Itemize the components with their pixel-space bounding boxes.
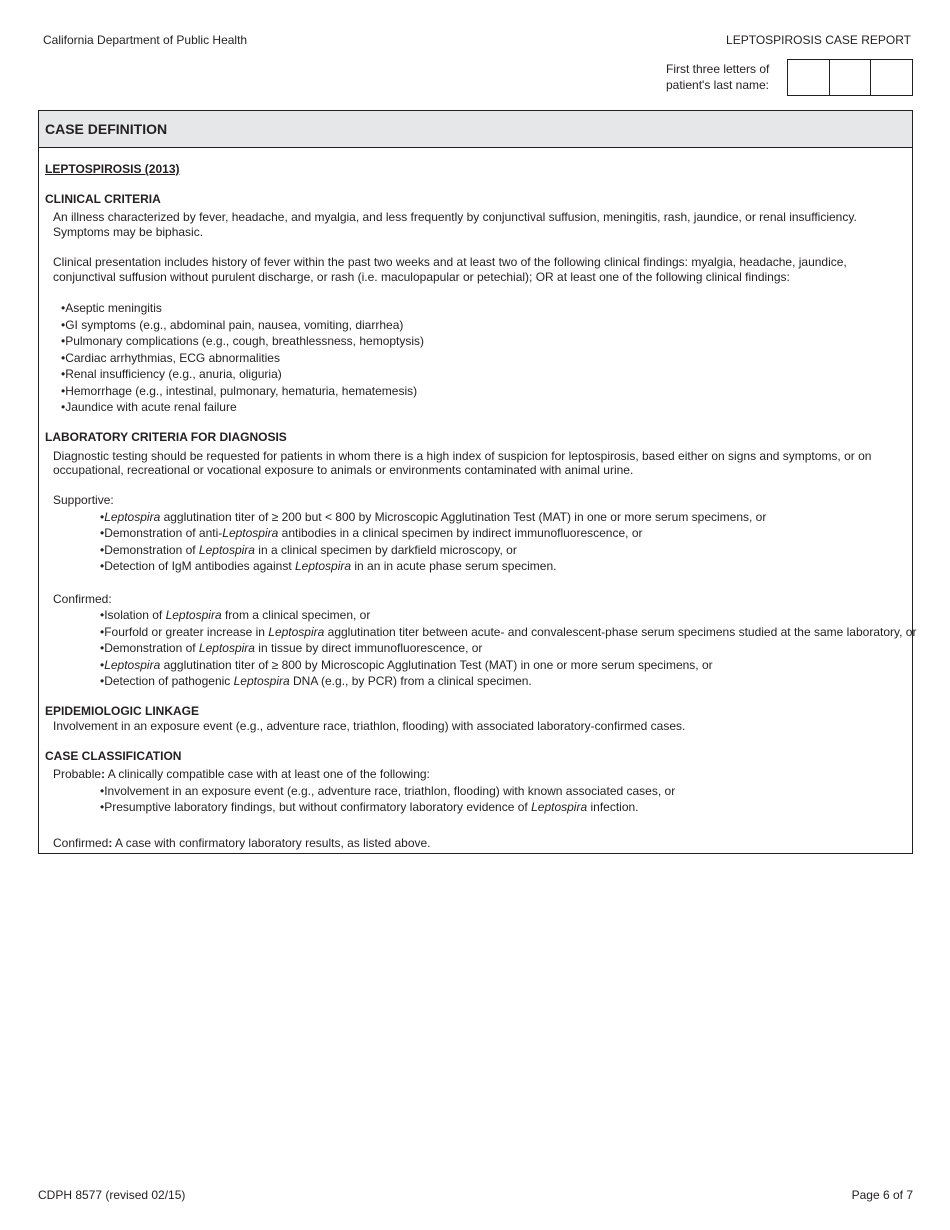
last-name-label — [666, 62, 786, 93]
case-definition-panel — [38, 110, 917, 854]
confirmed-item: •Leptospira agglutination titer of ≥ 800 by Microscopic Agglutination Test (MAT) in one or more serum specimens, or — [100, 658, 713, 672]
probable-line — [53, 766, 430, 783]
clinical-para2-line1: Clinical presentation includes history of fever within the past two weeks and at least two of the following clinical findings: myalgia, headache, jaundice, — [53, 255, 847, 269]
probable-item: •Involvement in an exposure event (e.g., adventure race, triathlon, flooding) with known associated cases, or — [100, 784, 676, 798]
confirmed-item: •Isolation of Leptospira from a clinical specimen, or — [100, 608, 371, 622]
confirmed-line — [53, 835, 431, 852]
page-number: Page 6 of 7 — [851, 1188, 913, 1202]
epi-linkage-text: Involvement in an exposure event (e.g., adventure race, triathlon, flooding) with associated laboratory-confirmed cases. — [53, 719, 686, 733]
clinical-finding: •Pulmonary complications (e.g., cough, breathlessness, hemoptysis) — [61, 334, 425, 348]
confirmed-class-text: A case with confirmatory laboratory results, as listed above. — [112, 836, 431, 850]
supportive-label: Supportive: — [53, 493, 114, 507]
lab-intro-line2: occupational, recreational or vocational exposure to animals or environments contaminated with animal urine. — [53, 463, 634, 477]
supportive-item: •Demonstration of Leptospira in a clinical specimen by darkfield microscopy, or — [100, 543, 517, 557]
confirmed-item: •Demonstration of Leptospira in tissue by direct immunofluorescence, or — [100, 641, 483, 655]
probable-label: Probable: — [53, 767, 106, 781]
clinical-criteria-heading: CLINICAL CRITERIA — [45, 192, 161, 206]
clinical-finding: •Jaundice with acute renal failure — [61, 400, 237, 414]
lab-confirmed-label: Confirmed: — [53, 592, 112, 606]
case-definition-title: CASE DEFINITION — [39, 111, 912, 148]
supportive-item: •Leptospira agglutination titer of ≥ 200 but < 800 by Microscopic Agglutination Test (MAT) in one or more serum specimens, or — [100, 510, 767, 524]
clinical-finding: •Renal insufficiency (e.g., anuria, oliguria) — [61, 367, 282, 381]
epi-linkage-heading: EPIDEMIOLOGIC LINKAGE — [45, 704, 200, 718]
last-name-label-line2: patient's last name: — [666, 77, 770, 92]
case-classification-heading: CASE CLASSIFICATION — [45, 749, 182, 763]
clinical-finding: •GI symptoms (e.g., abdominal pain, nausea, vomiting, diarrhea) — [61, 318, 404, 332]
clinical-para1-line1: An illness characterized by fever, headache, and myalgia, and less frequently by conjunctival suffusion, meningitis, rash, jaundice, or renal insufficiency. — [53, 210, 857, 224]
clinical-para2-line2: conjunctival suffusion without purulent discharge, or rash (i.e. maculopapular or petechial); OR at least one of the following clinical findings: — [53, 270, 790, 284]
lab-intro-line1: Diagnostic testing should be requested for patients in whom there is a high index of suspicion for leptospirosis, based either on signs and symptoms, or on — [53, 449, 872, 463]
clinical-finding: •Hemorrhage (e.g., intestinal, pulmonary, hematuria, hematemesis) — [61, 384, 418, 398]
supportive-item: •Demonstration of anti-Leptospira antibodies in a clinical specimen by indirect immunofluorescence, or — [100, 526, 643, 540]
clinical-para1-line2: Symptoms may be biphasic. — [53, 225, 204, 239]
report-title: LEPTOSPIROSIS CASE REPORT — [726, 33, 911, 47]
last-name-letter-boxes — [787, 59, 913, 96]
clinical-finding: •Aseptic meningitis — [61, 301, 162, 315]
last-name-label-line1: First three letters of — [666, 62, 770, 76]
lab-criteria-heading: LABORATORY CRITERIA FOR DIAGNOSIS — [45, 430, 287, 444]
probable-item: •Presumptive laboratory findings, but without confirmatory laboratory evidence of Leptospira infection. — [100, 800, 639, 814]
clinical-finding: •Cardiac arrhythmias, ECG abnormalities — [61, 351, 280, 365]
disease-heading: LEPTOSPIROSIS (2013) — [45, 162, 180, 176]
supportive-item: •Detection of IgM antibodies against Leptospira in an in acute phase serum specimen. — [100, 559, 557, 573]
organization-name: California Department of Public Health — [43, 33, 248, 47]
last-name-letter-box-1[interactable] — [788, 60, 830, 95]
confirmed-item: •Fourfold or greater increase in Leptospira agglutination titer between acute- and convalescent-phase serum specimens studied at the same laboratory, or — [100, 625, 917, 639]
confirmed-item: •Detection of pathogenic Leptospira DNA (e.g., by PCR) from a clinical specimen. — [100, 674, 532, 688]
last-name-letter-box-3[interactable] — [871, 60, 912, 95]
probable-text: A clinically compatible case with at least one of the following: — [105, 767, 430, 781]
last-name-letter-box-2[interactable] — [830, 60, 872, 95]
form-id: CDPH 8577 (revised 02/15) — [38, 1188, 186, 1202]
confirmed-class-label: Confirmed: — [53, 836, 113, 850]
